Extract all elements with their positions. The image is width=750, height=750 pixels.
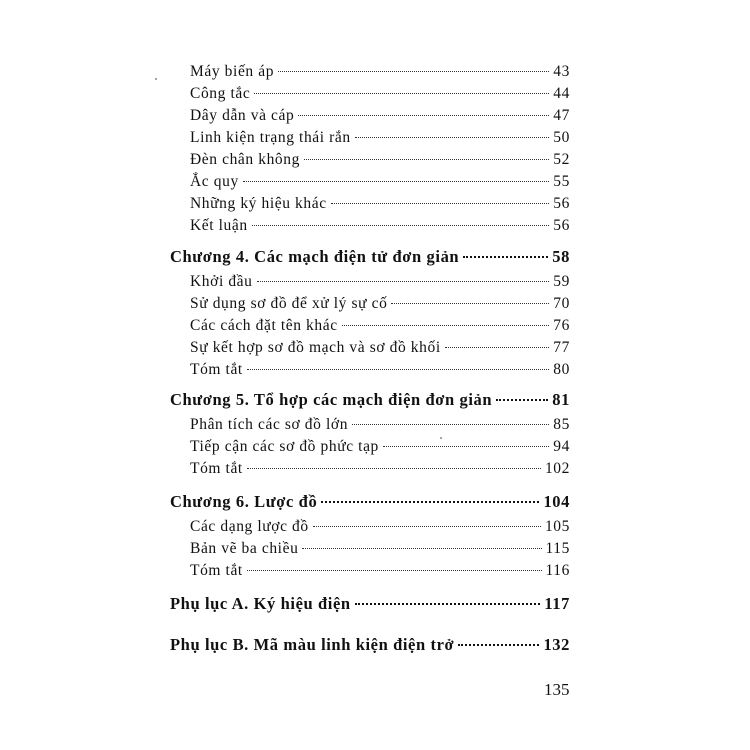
- dot-leader: [463, 256, 548, 258]
- entry-title: Ắc quy: [190, 173, 239, 190]
- entry-page: 55: [553, 173, 570, 190]
- dot-leader: [257, 281, 550, 282]
- chapter-title: Chương 6. Lược đồ: [170, 492, 318, 511]
- toc-entry: [190, 438, 570, 456]
- toc-entry: [190, 562, 570, 580]
- entry-page: 70: [553, 295, 570, 312]
- appendix-heading: [170, 635, 570, 655]
- chapter-page: 104: [543, 492, 570, 511]
- entry-title: Khởi đầu: [190, 273, 253, 290]
- toc-entry: [190, 361, 570, 379]
- entry-title: Phân tích các sơ đồ lớn: [190, 416, 349, 433]
- toc-entry: [190, 63, 570, 81]
- dot-leader: [458, 644, 539, 646]
- dot-leader: [298, 115, 549, 116]
- dot-leader: [313, 526, 541, 527]
- dot-leader: [321, 501, 539, 503]
- entry-title: Sử dụng sơ đồ để xử lý sự cố: [190, 295, 388, 312]
- entry-page: 76: [553, 317, 570, 334]
- entry-page: 77: [553, 339, 570, 356]
- chapter-heading: [170, 247, 570, 267]
- chapter-title: Chương 4. Các mạch điện tử đơn giản: [170, 247, 460, 266]
- toc-entry: [190, 460, 570, 478]
- dot-leader: [331, 203, 550, 204]
- entry-title: Bản vẽ ba chiều: [190, 540, 299, 557]
- entry-page: 80: [553, 361, 570, 378]
- dot-leader: [254, 93, 549, 94]
- toc-entry: [190, 129, 570, 147]
- dot-leader: [278, 71, 549, 72]
- scan-speck: [155, 78, 157, 80]
- entry-page: 102: [544, 460, 570, 477]
- appendix-page: 117: [544, 594, 570, 613]
- dot-leader: [342, 325, 550, 326]
- toc-entry: [190, 540, 570, 558]
- toc-entry: [190, 416, 570, 434]
- entry-title: Dây dẫn và cáp: [190, 107, 295, 124]
- entry-page: 115: [545, 540, 570, 557]
- toc-entry: [190, 173, 570, 191]
- entry-page: 94: [553, 438, 570, 455]
- chapter-heading: [170, 492, 570, 512]
- dot-leader: [247, 369, 549, 370]
- entry-title: Kết luận: [190, 217, 248, 234]
- entry-title: Sự kết hợp sơ đồ mạch và sơ đồ khối: [190, 339, 441, 356]
- entry-title: Công tắc: [190, 85, 251, 102]
- dot-leader: [252, 225, 550, 226]
- entry-title: Linh kiện trạng thái rắn: [190, 129, 351, 146]
- chapter-heading: [170, 390, 570, 410]
- dot-leader: [496, 399, 548, 401]
- entry-title: Các dạng lược đồ: [190, 518, 309, 535]
- entry-page: 43: [553, 63, 570, 80]
- toc-entry: [190, 273, 570, 291]
- entry-page: 50: [553, 129, 570, 146]
- dot-leader: [383, 446, 549, 447]
- entry-page: 47: [553, 107, 570, 124]
- toc-entry: [190, 339, 570, 357]
- dot-leader: [243, 181, 549, 182]
- appendix-page: 132: [543, 635, 570, 654]
- toc-entry: [190, 151, 570, 169]
- dot-leader: [304, 159, 549, 160]
- toc-entry: [190, 195, 570, 213]
- toc-entry: [190, 85, 570, 103]
- entry-page: 56: [553, 195, 570, 212]
- appendix-title: Phụ lục B. Mã màu linh kiện điện trở: [170, 635, 455, 654]
- entry-title: Máy biến áp: [190, 63, 275, 80]
- dot-leader: [445, 347, 550, 348]
- toc-entry: [190, 317, 570, 335]
- dot-leader: [391, 303, 549, 304]
- chapter-page: 58: [552, 247, 570, 266]
- entry-title: Các cách đặt tên khác: [190, 317, 338, 334]
- chapter-page: 81: [552, 390, 570, 409]
- entry-page: 116: [545, 562, 570, 579]
- entry-title: Tóm tắt: [190, 361, 243, 378]
- chapter-title: Chương 5. Tổ hợp các mạch điện đơn giản: [170, 390, 493, 409]
- toc-entry: [190, 217, 570, 235]
- toc-entry: [190, 107, 570, 125]
- scan-speck: [440, 437, 442, 439]
- entry-page: 44: [553, 85, 570, 102]
- toc-entry: [190, 295, 570, 313]
- entry-title: Những ký hiệu khác: [190, 195, 327, 212]
- appendix-heading: [170, 594, 570, 614]
- entry-title: Đèn chân không: [190, 151, 300, 168]
- dot-leader: [355, 603, 541, 605]
- entry-page: 59: [553, 273, 570, 290]
- toc-entry: [190, 518, 570, 536]
- dot-leader: [355, 137, 550, 138]
- dot-leader: [302, 548, 541, 549]
- entry-page: 105: [544, 518, 570, 535]
- page-number: 135: [544, 680, 570, 699]
- entry-page: 56: [553, 217, 570, 234]
- dot-leader: [247, 570, 542, 571]
- entry-title: Tóm tắt: [190, 460, 243, 477]
- entry-page: 85: [553, 416, 570, 433]
- entry-title: Tiếp cận các sơ đồ phức tạp: [190, 438, 379, 455]
- dot-leader: [352, 424, 549, 425]
- entry-page: 52: [553, 151, 570, 168]
- entry-title: Tóm tắt: [190, 562, 243, 579]
- appendix-title: Phụ lục A. Ký hiệu điện: [170, 594, 351, 613]
- dot-leader: [247, 468, 541, 469]
